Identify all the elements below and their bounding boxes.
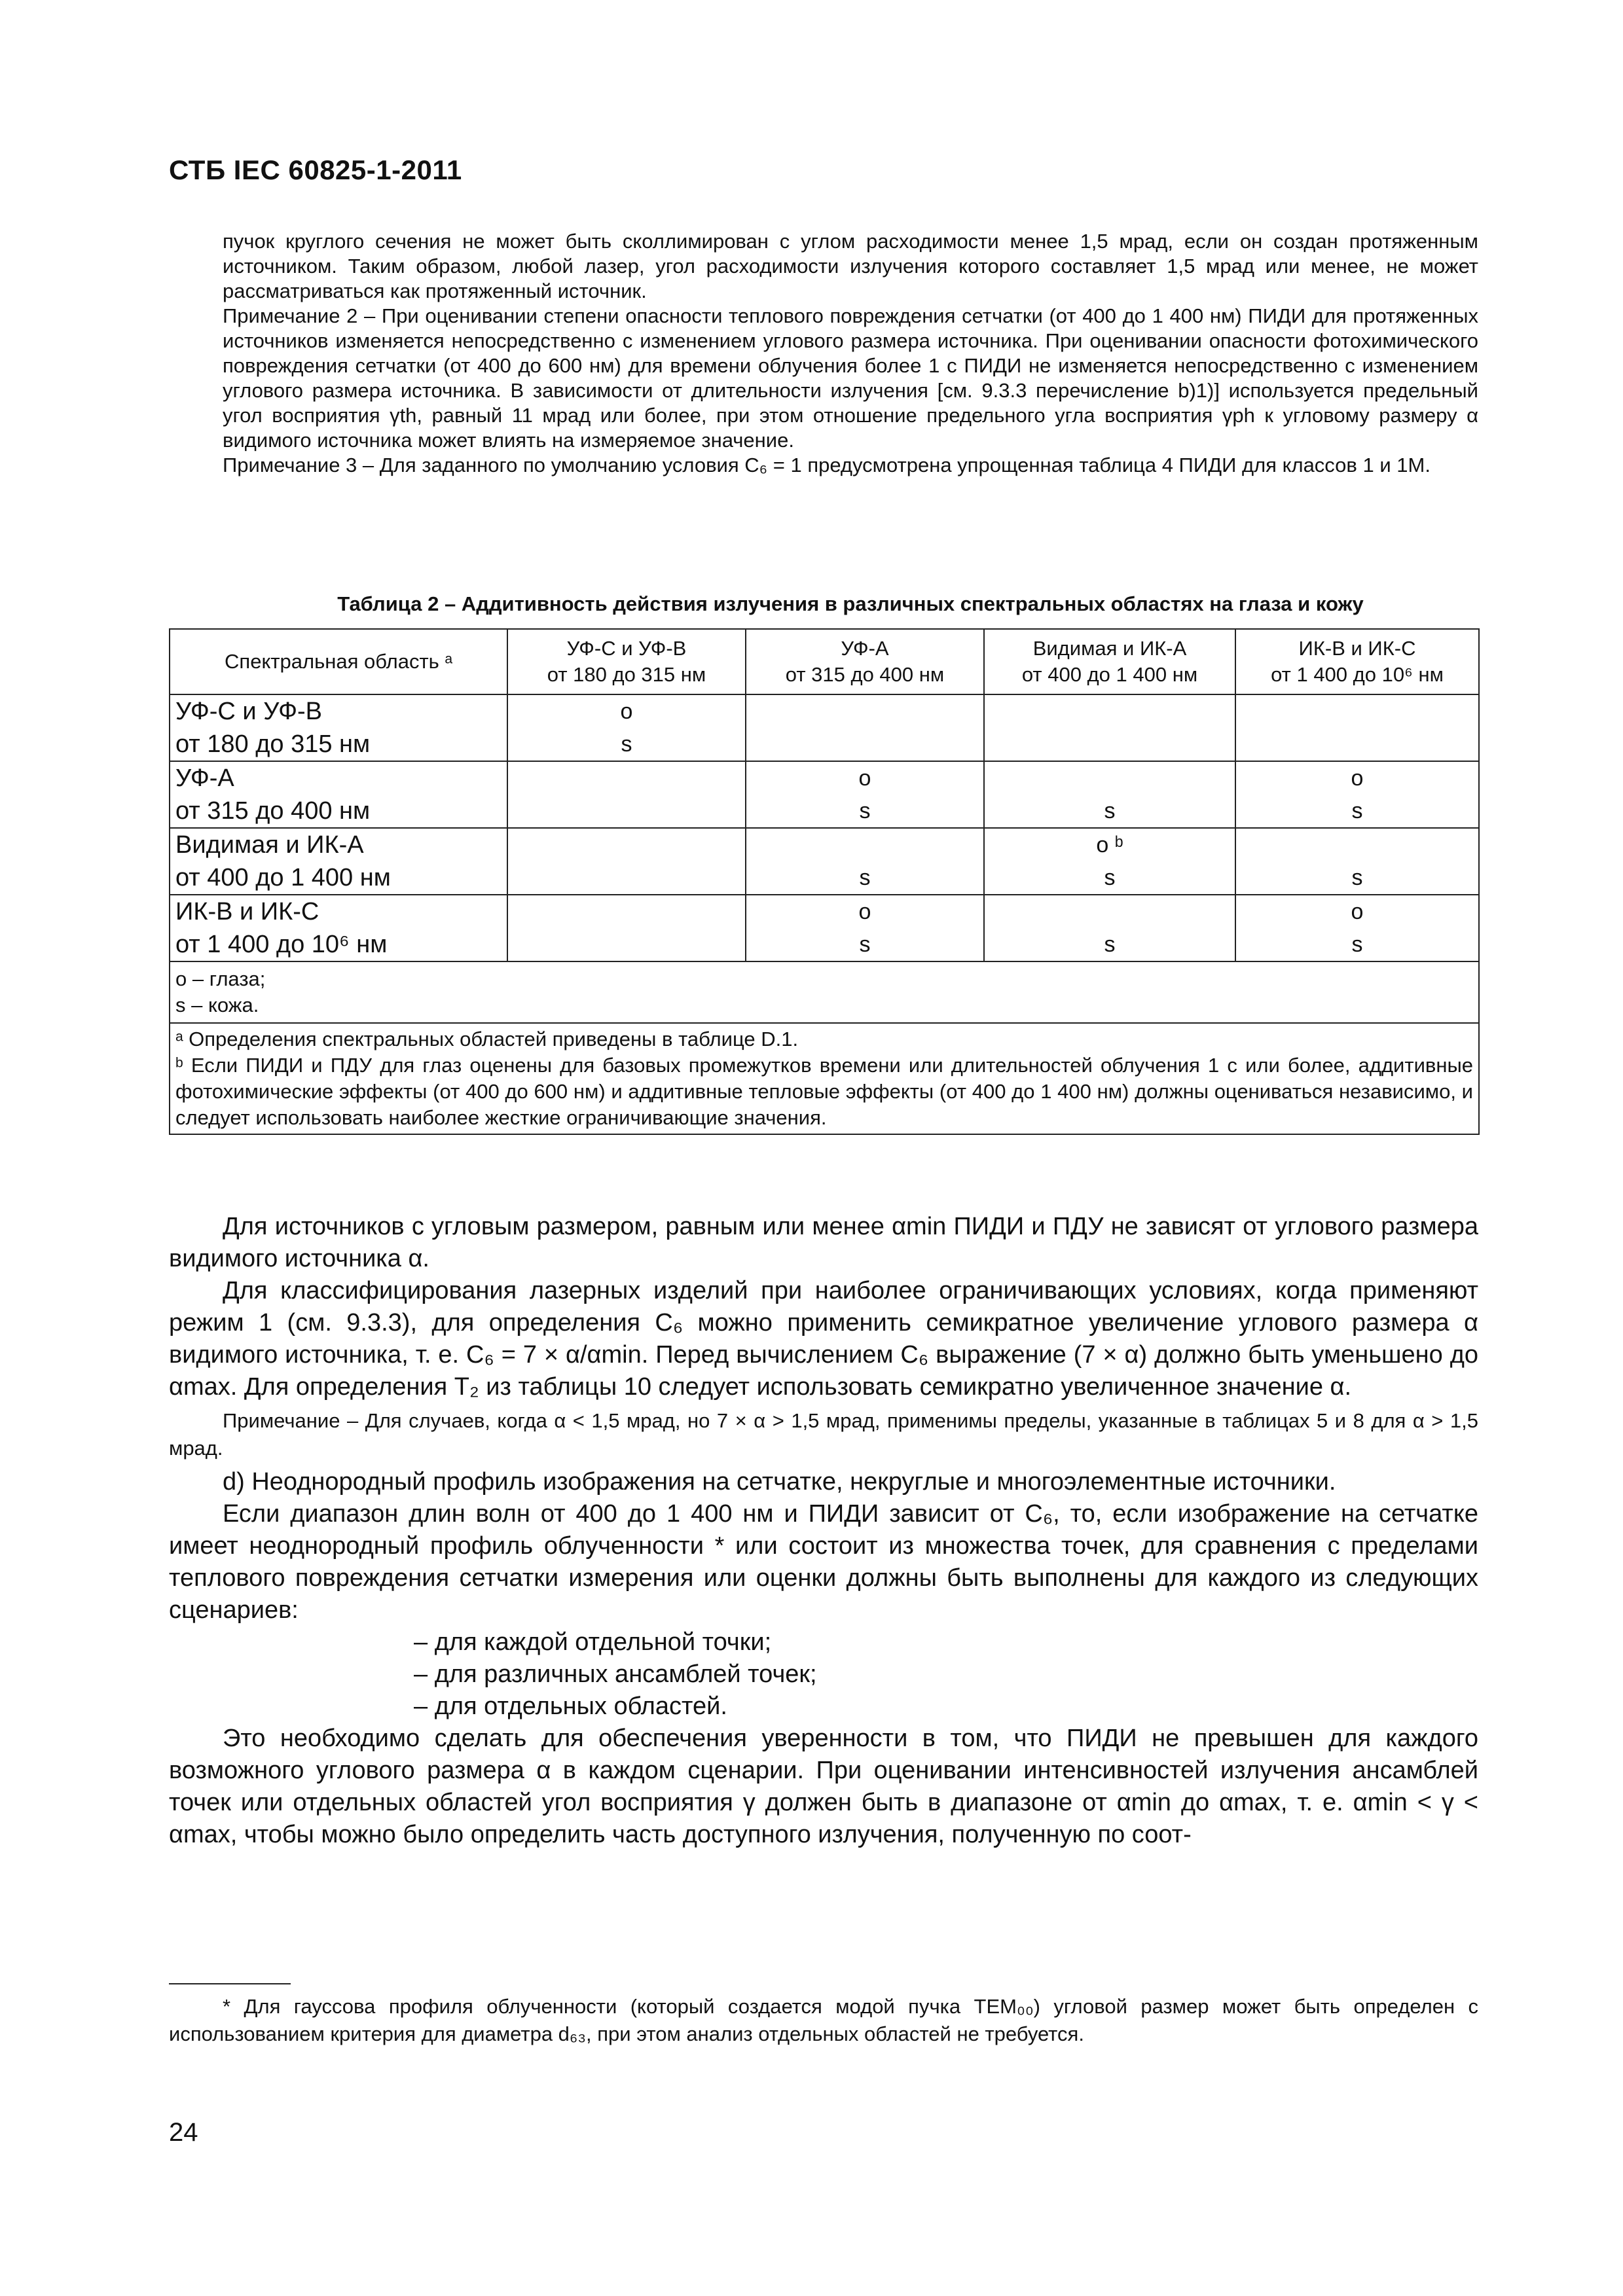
top-text-block — [223, 229, 1478, 478]
footnote: * Для гауссова профиля облученности (который создается модой пучка TEM₀₀) угловой размер может быть определен с использованием критерия для диаметра d₆₃, при этом анализ отдельных областей не требуется. — [169, 1995, 1478, 2045]
paragraph: Для классифицирования лазерных изделий при наиболее ограничивающих условиях, когда применяют режим 1 (см. 9.3.3), для определения C₆ можно применить семикратное увеличение углового размера α видимого источника, т. е. C₆ = 7 × α/αmin. Перед вычислением C₆ выражение (7 × α) должно быть уменьшено до αmax. Для определения T₂ из таблицы 10 следует использовать семикратно увеличенное значение α. — [169, 1277, 1478, 1401]
paragraph: Если диапазон длин волн от 400 до 1 400 нм и ПИДИ зависит от C₆, то, если изображение на сетчатке имеет неоднородный профиль облученности * или состоит из множества точек, для сравнения с пределами теплового повреждения сетчатки измерения или оценки должны быть выполнены для каждого из следующих сценариев: — [169, 1500, 1478, 1624]
table-cell — [507, 761, 746, 828]
document-header: СТБ IEC 60825-1-2011 — [169, 154, 462, 185]
table-cell: s — [984, 761, 1235, 828]
list-item: – для отдельных областей. — [414, 1693, 727, 1720]
note-2: Примечание 2 – При оценивании степени опасности теплового повреждения сетчатки (от 400 до 1 400 нм) ПИДИ для протяженных источников изменяется непосредственно с изменением углового размера источника. При оценивании опасности фотохимического повреждения сетчатки (от 400 до 600 нм) для времени облучения более 1 с ПИДИ не изменяется непосредственно с изменением углового размера источника. В зависимости от длительности излучения [см. 9.3.3 перечисление b)1)] используется предельный угол восприятия γth, равный 11 мрад или более, при этом отношение предельного угла восприятия γph к угловому размеру α видимого источника может влиять на измеряемое значение. — [223, 304, 1478, 452]
paragraph: Для источников с угловым размером, равным или менее αmin ПИДИ и ПДУ не зависят от углового размера видимого источника α. — [169, 1213, 1478, 1272]
table-row — [170, 828, 1479, 895]
column-header: УФ-А от 315 до 400 нм — [746, 629, 984, 694]
column-header: Видимая и ИК-А от 400 до 1 400 нм — [984, 629, 1235, 694]
table-row — [170, 761, 1479, 828]
additivity-table — [169, 628, 1480, 1135]
table-cell — [746, 694, 984, 761]
paragraph: Это необходимо сделать для обеспечения уверенности в том, что ПИДИ не превышен для каждого возможного углового размера α в каждом сценарии. При оценивании интенсивностей излучения ансамблей точек или отдельных областей угол восприятия γ должен быть в диапазоне от αmin до αmax, т. е. αmin < γ < αmax, чтобы можно было определить часть доступного излучения, полученную по соот- — [169, 1725, 1478, 1848]
row-header: УФ-С и УФ-В от 180 до 315 нм — [170, 694, 507, 761]
row-header: Видимая и ИК-А от 400 до 1 400 нм — [170, 828, 507, 895]
table-note-a: ᵃ Определения спектральных областей приведены в таблице D.1. — [175, 1028, 799, 1050]
note: Примечание – Для случаев, когда α < 1,5 мрад, но 7 × α > 1,5 мрад, применимы пределы, указанные в таблицах 5 и 8 для α > 1,5 мрад. — [169, 1409, 1478, 1460]
table-cell: o s — [746, 761, 984, 828]
note-3: Примечание 3 – Для заданного по умолчанию условия C₆ = 1 предусмотрена упрощенная таблица 4 ПИДИ для классов 1 и 1М. — [223, 454, 1431, 476]
table-cell — [1235, 694, 1479, 761]
column-header: УФ-С и УФ-В от 180 до 315 нм — [507, 629, 746, 694]
table-header-row — [170, 629, 1479, 694]
additivity-table-container — [169, 628, 1478, 1135]
table-cell — [507, 895, 746, 961]
table-legend — [170, 961, 1479, 1023]
column-header: ИК-В и ИК-С от 1 400 до 10⁶ нм — [1235, 629, 1479, 694]
table-cell: o s — [1235, 895, 1479, 961]
table-notes-row — [170, 1023, 1479, 1134]
table-cell: o ᵇ s — [984, 828, 1235, 895]
table-cell — [507, 828, 746, 895]
table-cell: o s — [507, 694, 746, 761]
row-header: УФ-А от 315 до 400 нм — [170, 761, 507, 828]
main-body-text — [169, 1211, 1478, 1851]
table-cell: o s — [1235, 761, 1479, 828]
table-cell: s — [1235, 828, 1479, 895]
list-item: – для каждой отдельной точки; — [414, 1628, 772, 1656]
table-note-b: ᵇ Если ПИДИ и ПДУ для глаз оценены для базовых промежутков времени или длительностей облучения 1 с или более, аддитивные фотохимические эффекты (от 400 до 600 нм) и аддитивные тепловые эффекты (от 400 до 1 400 нм) должны оцениваться независимо, и следует использовать наиболее жесткие ограничивающие значения. — [175, 1054, 1473, 1129]
legend-item: s – кожа. — [175, 994, 259, 1016]
paragraph: пучок круглого сечения не может быть сколлимирован с углом расходимости менее 1,5 мрад, если он создан протяженным источником. Таким образом, любой лазер, угол расходимости излучения которого составляет 1,5 мрад или менее, не может рассматриваться как протяженный источник. — [223, 230, 1478, 302]
table-caption: Таблица 2 – Аддитивность действия излучения в различных спектральных областях на глаза и кожу — [337, 592, 1364, 615]
subsection-heading: d) Неоднородный профиль изображения на сетчатке, некруглые и многоэлементные источники. — [223, 1468, 1336, 1496]
table-row — [170, 895, 1479, 961]
page-number: 24 — [169, 2118, 198, 2147]
corner-header: Спектральная область ᵃ — [170, 629, 507, 694]
table-cell: s — [984, 895, 1235, 961]
legend-item: о – глаза; — [175, 967, 266, 990]
table-row — [170, 694, 1479, 761]
table-cell: o s — [746, 895, 984, 961]
footnote-separator — [169, 1983, 291, 1984]
table-cell — [984, 694, 1235, 761]
list-item: – для различных ансамблей точек; — [414, 1660, 817, 1688]
row-header: ИК-В и ИК-С от 1 400 до 10⁶ нм — [170, 895, 507, 961]
table-legend-row — [170, 961, 1479, 1023]
table-cell: s — [746, 828, 984, 895]
table-notes — [170, 1023, 1479, 1134]
